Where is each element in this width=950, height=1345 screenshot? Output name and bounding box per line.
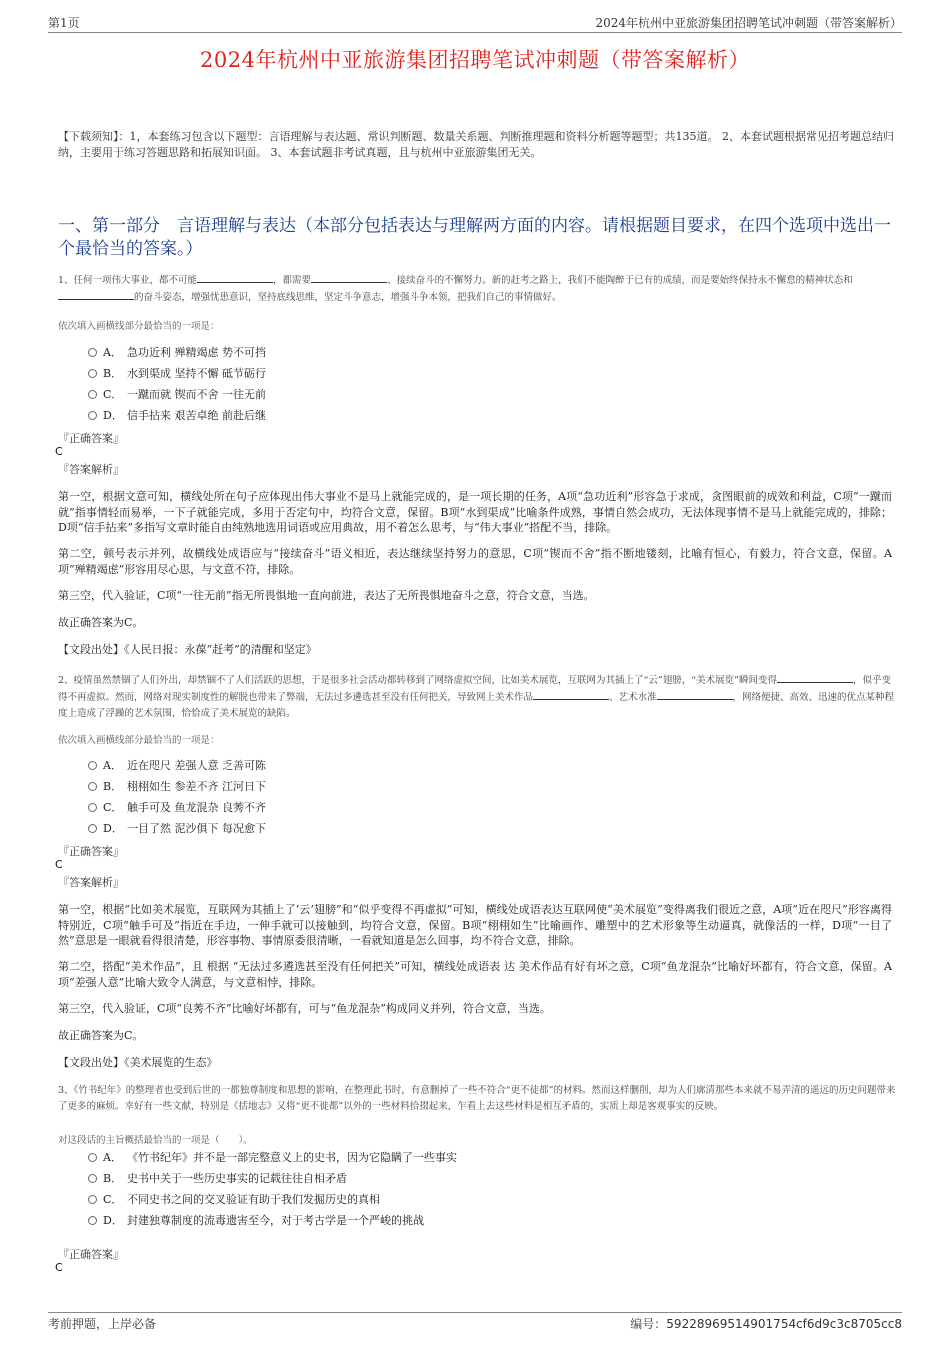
stem-text: 、接续奋斗的不懈努力。新的赶考之路上，我们不能陶醉于已有的成绩，而是要始终保持永不懈怠的精神状态和 [387, 275, 853, 286]
analysis-paragraph: 第一空，根据文意可知，横线处所在句子应体现出伟大事业不是马上就能完成的，是一项长期的任务，A项“急功近利”形容急于求成，贪图眼前的成效和利益，C项“一蹴而就”指事情轻而易举，一下子就能完成，多用于否定句中，均符合文意，保留。B项“水到渠成”比喻条件成熟，事情自然会成功，无法体现事情不是马上就能完成的，排除；D项“信手拈来”多指写文章时能自由纯熟地选用词语或应用典故，用不着怎么思考，与“伟大事业”搭配不当，排除。 [58, 490, 892, 534]
fill-blank [777, 672, 853, 683]
analysis-paragraph: 第三空，代入验证，C项“一往无前”指无所畏惧地一直向前进，表达了无所畏惧地奋斗之意，符合文意，当选。 [58, 589, 595, 602]
option-text: 栩栩如生 参差不齐 江河日下 [127, 780, 266, 793]
answer-label: 『正确答案』 [58, 1248, 124, 1261]
answer-value: C [55, 858, 63, 871]
question-2-prompt: 依次填入画横线部分最恰当的一项是： [58, 735, 220, 746]
option-letter: A． [103, 346, 122, 359]
analysis-label: 『答案解析』 [58, 463, 124, 476]
page-footer [48, 1312, 902, 1333]
stem-text: ，似乎变得不再虚拟。然而，网络对现实制度性的解脱也带来了弊端，无法过多遴选甚至没有任何把关，导致网上美术作品 [58, 675, 891, 703]
radio-circle-icon[interactable] [88, 761, 97, 770]
code-label: 编号： [630, 1317, 667, 1331]
section-heading: 一、第一部分 言语理解与表达（本部分包括表达与理解两方面的内容。请根据题目要求，在四个选项中选出一个最恰当的答案。） [58, 216, 891, 259]
header-doc-title: 2024年杭州中亚旅游集团招聘笔试冲刺题（带答案解析） [595, 16, 902, 30]
option-letter: C． [103, 1193, 123, 1206]
fill-blank [197, 272, 273, 283]
radio-circle-icon[interactable] [88, 1174, 97, 1183]
question-2-stem [58, 672, 900, 722]
stem-text: ，都需要 [273, 275, 312, 286]
option-c[interactable] [88, 384, 266, 405]
radio-circle-icon[interactable] [88, 411, 97, 420]
option-letter: B． [103, 1172, 123, 1185]
page-header [48, 10, 902, 33]
question-1-options [88, 342, 266, 426]
fill-blank [657, 689, 733, 700]
option-letter: D． [103, 1214, 123, 1227]
radio-circle-icon[interactable] [88, 1216, 97, 1225]
radio-circle-icon[interactable] [88, 803, 97, 812]
question-1-prompt: 依次填入画横线部分最恰当的一项是： [58, 321, 220, 332]
option-letter: C． [103, 388, 123, 401]
option-text: 史书中关于一些历史事实的记载往往自相矛盾 [127, 1172, 347, 1185]
option-text: 不同史书之间的交叉验证有助于我们发掘历史的真相 [127, 1193, 380, 1206]
answer-value: C [55, 1261, 63, 1274]
fill-blank [533, 689, 609, 700]
option-text: 水到渠成 坚持不懈 砥节砺行 [127, 367, 266, 380]
option-a[interactable] [88, 342, 266, 363]
stem-text: 、艺术水准 [609, 692, 657, 703]
option-letter: B． [103, 367, 123, 380]
question-3-prompt: 对这段话的主旨概括最恰当的一项是（ ）。 [58, 1135, 253, 1146]
radio-circle-icon[interactable] [88, 824, 97, 833]
page-number: 第1页 [48, 16, 80, 30]
radio-circle-icon[interactable] [88, 390, 97, 399]
footer-code [630, 1315, 902, 1332]
stem-text: 的奋斗姿态，增强忧患意识，坚持底线思维，坚定斗争意志，增强斗争本领，把我们自己的事情做好。 [134, 292, 562, 303]
radio-circle-icon[interactable] [88, 348, 97, 357]
option-d[interactable] [88, 1210, 457, 1231]
analysis-paragraph: 第二空，搭配“美术作品”，且 根据 “无法过多遴选甚至没有任何把关”可知，横线处成语表 达 美术作品有好有坏之意，C项“鱼龙混杂”比喻好坏都有，符合文意，保留。A项“差强人意”比喻大致令人满意，与文意相悖，排除。 [58, 960, 892, 989]
download-notice: 【下载须知】：1，本套练习包含以下题型：言语理解与表达题、常识判断题、数量关系题、判断推理题和资料分析题等题型；共135道。 2、本套试题根据常见招考题总结归纳，主要用于练习答题思路和拓展知识面。 3、本套试题非考试真题，且与杭州中亚旅游集团无关。 [58, 130, 894, 159]
radio-circle-icon[interactable] [88, 1195, 97, 1204]
option-letter: B． [103, 780, 123, 793]
option-letter: C． [103, 801, 123, 814]
option-d[interactable] [88, 405, 266, 426]
option-letter: A． [103, 759, 122, 772]
option-b[interactable] [88, 776, 266, 797]
analysis-paragraph: 第一空，根据“比如美术展览，互联网为其插上了‘云’翅膀”和“似乎变得不再虚拟”可知，横线处成语表达互联网使“美术展览”变得离我们很近之意，A项“近在咫尺”形容离得特别近，C项“触手可及”指近在手边，一伸手就可以接触到，均符合文意，保留。B项“栩栩如生”比喻画作、雕塑中的艺术形象等生动逼真，就像活的一样，D项“一目了然”意思是一眼就看得很清楚，形容事物、事情原委很清晰，一看就知道是怎么回事，均不符合文意，排除。 [58, 903, 892, 947]
analysis-conclusion: 故正确答案为C。 [58, 616, 144, 629]
option-text: 近在咫尺 差强人意 乏善可陈 [127, 759, 266, 772]
question-3-options [88, 1147, 457, 1231]
option-b[interactable] [88, 1168, 457, 1189]
radio-circle-icon[interactable] [88, 782, 97, 791]
source-citation: 【文段出处】《美术展览的生态》 [58, 1056, 218, 1069]
option-text: 信手拈来 艰苦卓绝 前赴后继 [127, 409, 266, 422]
option-text: 触手可及 鱼龙混杂 良莠不齐 [127, 801, 266, 814]
option-b[interactable] [88, 363, 266, 384]
option-c[interactable] [88, 1189, 457, 1210]
stem-text: ，网络便捷、高效、迅速的优点某种程度上造成了浮躁的艺术氛围，恰恰成了美术展览的缺陷。 [58, 692, 895, 719]
answer-label: 『正确答案』 [58, 845, 124, 858]
analysis-paragraph: 第二空，顿号表示并列，故横线处成语应与“接续奋斗”语义相近，表达继续坚持努力的意思，C项“锲而不舍”指不断地镂刻，比喻有恒心，有毅力，符合文意，保留。A项“殚精竭虑”形容用尽心思，与文意不符，排除。 [58, 547, 892, 576]
footer-slogan: 考前押题，上岸必备 [48, 1317, 157, 1331]
analysis-paragraph: 第三空，代入验证，C项“良莠不齐”比喻好坏都有，可与“鱼龙混杂”构成同义并列，符合文意，当选。 [58, 1002, 551, 1015]
option-text: 封建独尊制度的流毒遗害至今，对于考古学是一个严峻的挑战 [127, 1214, 424, 1227]
question-2-options [88, 755, 266, 839]
source-citation: 【文段出处】《人民日报：永葆“赶考”的清醒和坚定》 [58, 643, 317, 656]
option-letter: A． [103, 1151, 122, 1164]
option-a[interactable] [88, 1147, 457, 1168]
option-letter: D． [103, 409, 123, 422]
option-text: 《竹书纪年》并不是一部完整意义上的史书，因为它隐瞒了一些事实 [127, 1151, 457, 1164]
radio-circle-icon[interactable] [88, 369, 97, 378]
question-3-stem: 3、《竹书纪年》的整理者也受到后世的一都独尊制度和思想的影响，在整理此书时，有意删掉了一些不符合“更不徒都”的材料。然而这样删削，却为人们廓清那些本来就不易弄清的遥远的历史问题带来了更多的麻烦。幸好有一些文献，特别是《括地志》又将“更不徙都”以外的一些材料拾掇起来，乍看上去这些材料是相互矛盾的，实质上却是客观事实的反映。 [58, 1085, 896, 1112]
option-c[interactable] [88, 797, 266, 818]
option-text: 一目了然 泥沙俱下 每况愈下 [127, 822, 266, 835]
analysis-conclusion: 故正确答案为C。 [58, 1029, 144, 1042]
analysis-label: 『答案解析』 [58, 876, 124, 889]
stem-text: 2、疫情虽然禁锢了人们外出，却禁锢不了人们活跃的思想，于是很多社会活动都转移到了网络虚拟空间，比如美术展览，互联网为其插上了“云”翅膀，“美术展览”瞬间变得 [58, 675, 777, 686]
code-value: 59228969514901754cf6d9c3c8705cc8 [666, 1317, 902, 1331]
radio-circle-icon[interactable] [88, 1153, 97, 1162]
stem-text: 1、任何一项伟大事业，都不可能 [58, 275, 198, 286]
document-title: 2024年杭州中亚旅游集团招聘笔试冲刺题（带答案解析） [200, 48, 750, 72]
answer-value: C [55, 445, 63, 458]
option-a[interactable] [88, 755, 266, 776]
option-text: 一蹴而就 锲而不舍 一往无前 [127, 388, 266, 401]
option-d[interactable] [88, 818, 266, 839]
answer-label: 『正确答案』 [58, 432, 124, 445]
fill-blank [311, 272, 387, 283]
fill-blank [58, 289, 134, 300]
option-text: 急功近利 殚精竭虑 势不可挡 [127, 346, 266, 359]
question-1-stem [58, 272, 900, 306]
option-letter: D． [103, 822, 123, 835]
